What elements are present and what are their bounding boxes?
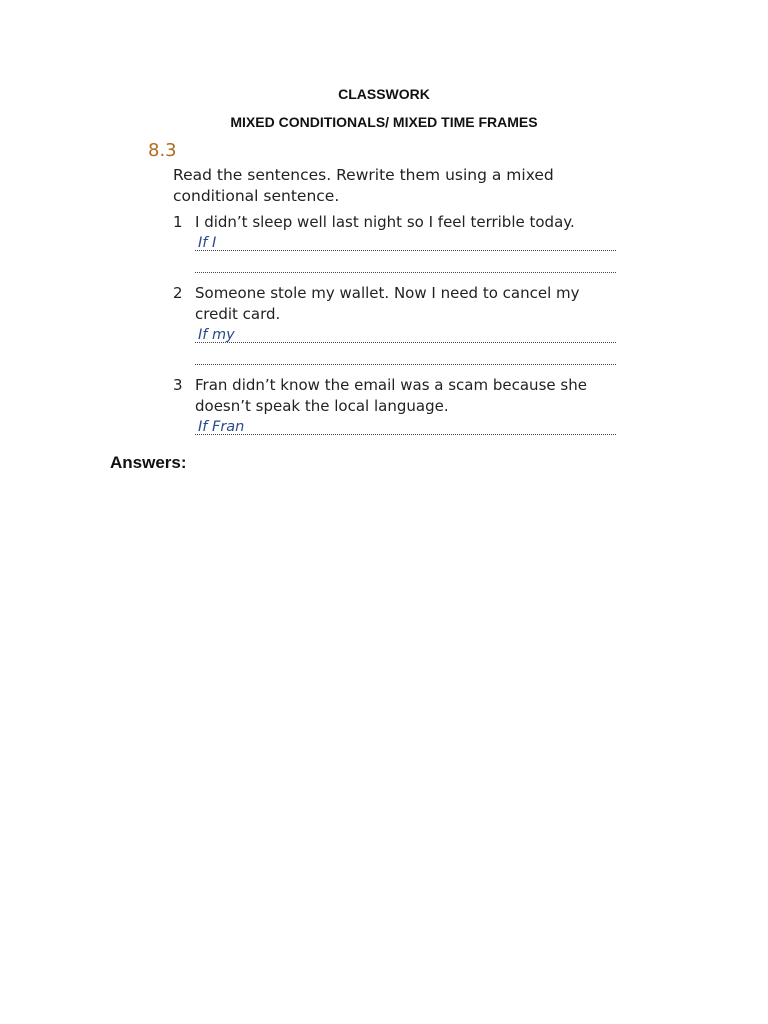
page-subtitle: MIXED CONDITIONALS/ MIXED TIME FRAMES [230, 114, 538, 130]
exercise-number: 8.3 [148, 140, 177, 161]
answer-line[interactable] [195, 272, 616, 273]
item-sentence: Fran didn’t know the email was a scam because she doesn’t speak the local language. [195, 376, 587, 415]
answer-line[interactable] [195, 250, 616, 251]
answer-prompt: If Fran [198, 419, 245, 435]
item-number: 3 [173, 376, 183, 394]
item-sentence: Someone stole my wallet. Now I need to cancel my credit card. [195, 284, 580, 323]
answer-prompt: If I [198, 235, 217, 251]
answers-label: Answers: [110, 453, 187, 472]
answer-line[interactable] [195, 342, 616, 343]
answer-line[interactable] [195, 364, 616, 365]
item-number: 2 [173, 284, 183, 302]
item-sentence: I didn’t sleep well last night so I feel terrible today. [195, 213, 575, 231]
exercise-instruction: Read the sentences. Rewrite them using a mixed conditional sentence. [173, 166, 554, 205]
item-number: 1 [173, 213, 183, 231]
page-title: CLASSWORK [338, 86, 430, 102]
answer-prompt: If my [198, 327, 235, 343]
answer-line[interactable] [195, 434, 616, 435]
